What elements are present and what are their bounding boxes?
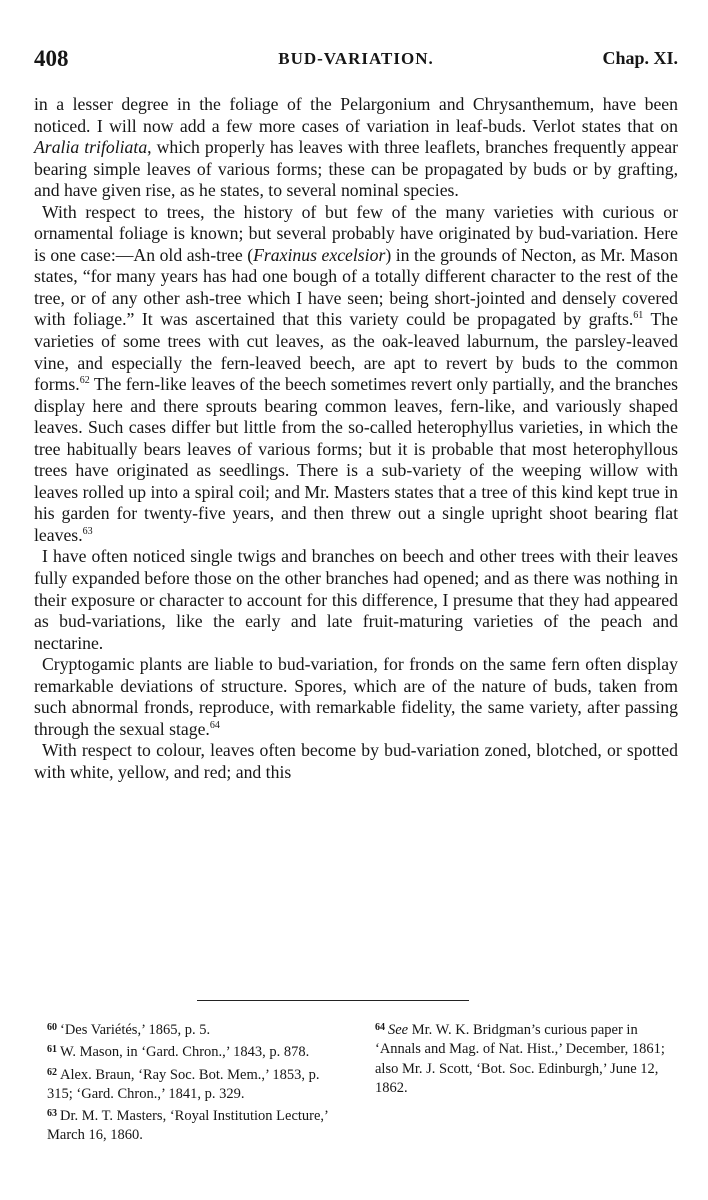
footnote-ref-64[interactable]: 64 [209, 719, 220, 731]
paragraph-1: in a lesser degree in the foliage of the Pelargonium and Chrysanthemum, have been noticed. I will now add a few more cases of variation in leaf-buds. Verlot states that on Aralia trifoliata, which properly has leaves with three leaflets, branches frequently appear bearing simple leaves of various forms; these can be propagated by buds or by grafting, and have given rise, as he states, to several nominal species. [34, 94, 679, 201]
italic-species-name: Aralia trifoliata [34, 137, 148, 158]
chapter-label: Chap. XI. [602, 48, 678, 68]
running-title: BUD-VARIATION. [278, 49, 434, 68]
footnote-60: $^{60}$ ‘Des Variétés,’ 1865, p. 5. [47, 1022, 211, 1038]
footnote-63: $^{63}$ Dr. M. T. Masters, ‘Royal Institution Lecture,’ March 16, 1860. [47, 1108, 328, 1144]
footnote-ref-62[interactable]: 62 [79, 375, 90, 387]
footnote-divider [197, 1000, 469, 1001]
footnote-61: $^{61}$ W. Mason, in ‘Gard. Chron.,’ 1843, p. 878. [47, 1044, 310, 1061]
paragraph-4: Cryptogamic plants are liable to bud-variation, for fronds on the same fern often display remarkable deviations of structure. Spores, which are of the nature of buds, taken from such abnormal fronds, reproduce, with remarkable fidelity, the same variety, after passing through the sexual stage.$^{64}$ [34, 654, 678, 739]
footnote-64: $^{64}$ See Mr. W. K. Bridgman’s curious paper in ‘Annals and Mag. of Nat. Hist.,’ December, 1861; also Mr. J. Scott, ‘Bot. Soc. Edinburgh,’ June 12, 1862. [375, 1022, 665, 1096]
main-text [34, 94, 678, 784]
italic-species-name: Fraxinus excelsior [253, 244, 386, 265]
footnotes [34, 1018, 672, 1146]
footnote-column-right [362, 1018, 672, 1146]
footnote-ref-61[interactable]: 61 [633, 310, 644, 322]
paragraph-5: With respect to colour, leaves often become by bud-variation zoned, blotched, or spotted with white, yellow, and red; and this [34, 740, 678, 782]
paragraph-3: I have often noticed single twigs and branches on beech and other trees with their leaves fully expanded before those on the other branches had opened; and as there was nothing in their exposure or character to account for this difference, I presume that they had appeared as bud-variations, like the early and late fruit-maturing varieties of the peach and nectarine. [34, 546, 678, 653]
page-number: 408 [34, 46, 69, 71]
paragraph-2: With respect to trees, the history of but few of the many varieties with curious or ornamental foliage is known; but several probably have originated by bud-variation. Here is one case:—An old ash-tree (Fraxinus excelsior) in the grounds of Necton, as Mr. Mason states, “for many years has had one bough of a totally different character to the rest of the tree, or of any other ash-tree which I have seen; being short-jointed and densely covered with foliage.” It was ascertained that this variety could be propagated by grafts.$^{61}$ The varieties of some trees with cut leaves, as the oak-leaved laburnum, the parsley-leaved vine, and especially the fern-leaved beech, are apt to revert by buds to the common forms.$^{62}$ The fern-like leaves of the beech sometimes revert only partially, and the branches display here and there sprouts bearing common leaves, fern-like, and variously shaped leaves. Such cases differ but little from the so-called heterophyllus varieties, in which the tree habitually bears leaves of various forms; but it is probable that most heterophyllous trees have originated as seedlings. There is a sub-variety of the weeping willow with leaves rolled up into a spiral coil; and Mr. Masters states that a tree of this kind kept true in his garden for twenty-five years, and then threw out a single upright shoot bearing flat leaves.$^{63}$ [34, 201, 678, 545]
footnote-ref-63[interactable]: 63 [82, 526, 93, 538]
page-header [34, 46, 678, 80]
footnote-62: $^{62}$ Alex. Braun, ‘Ray Soc. Bot. Mem.,’ 1853, p. 315; ‘Gard. Chron.,’ 1841, p. 329. [47, 1066, 320, 1102]
footnote-column-left [34, 1018, 339, 1146]
